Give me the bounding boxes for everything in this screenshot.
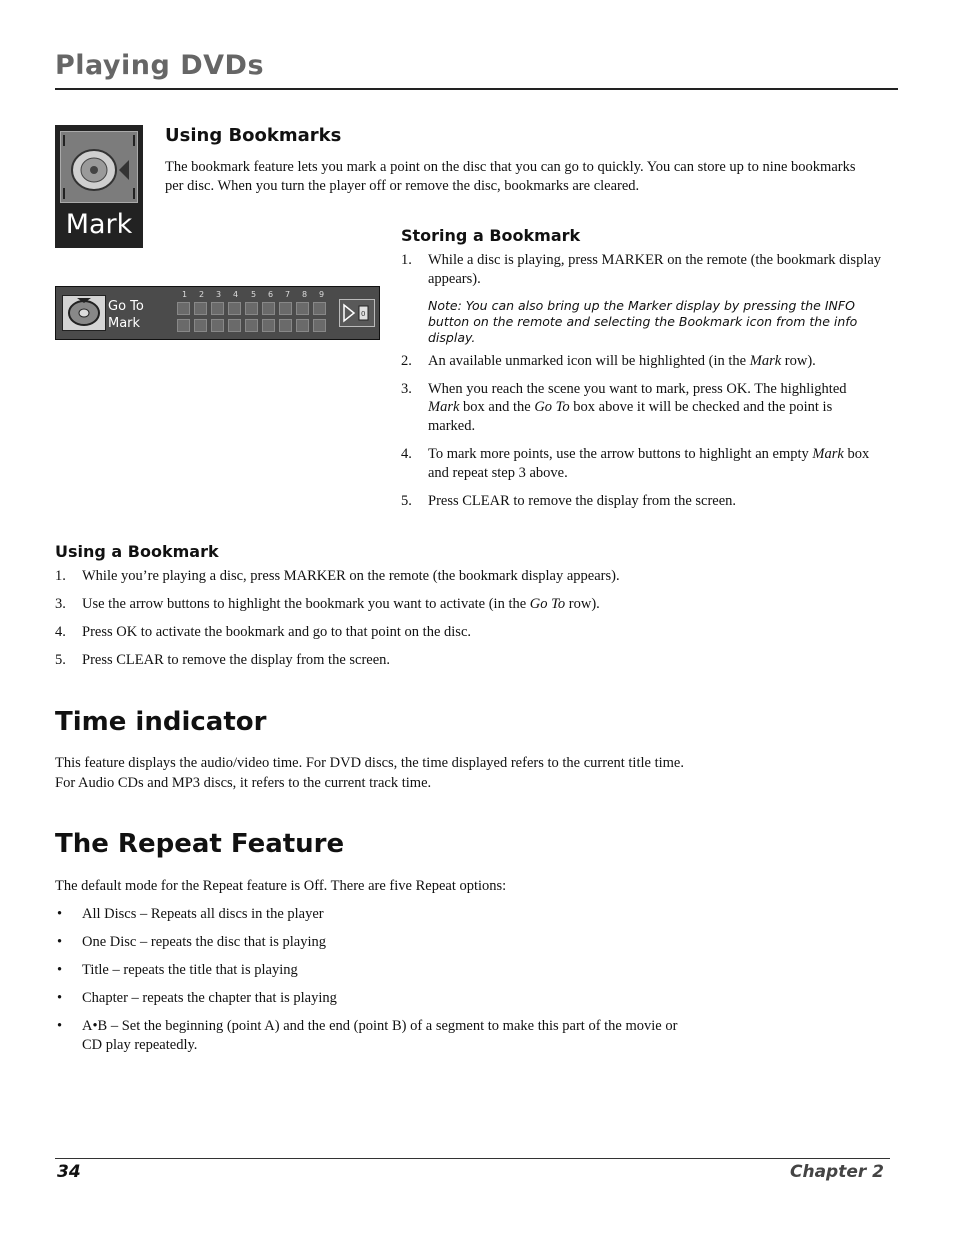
bookmark-cell [296, 302, 309, 315]
mark-icon-label: Mark [65, 209, 133, 240]
repeat-option-continued: CD play repeatedly. [82, 1037, 198, 1053]
bookmark-number: 4 [233, 290, 239, 299]
using-bookmarks-line-1: The bookmark feature lets you mark a point on the disc that you can go to quickly. You can store up to nine bookmarks [165, 159, 856, 175]
step-4-mark: Mark [812, 446, 844, 462]
storing-step-1-line-2: appears). [428, 271, 481, 287]
step-2-text: An available unmarked icon will be highlighted (in the [428, 353, 750, 369]
time-indicator-heading: Time indicator [55, 707, 267, 737]
step-4-text-end: box [843, 446, 870, 462]
bookmark-cell [262, 319, 275, 332]
using-step-text: Press OK to activate the bookmark and go to that point on the disc. [82, 624, 472, 640]
using-bookmarks-heading: Using Bookmarks [165, 125, 342, 146]
bookmark-cell [279, 302, 292, 315]
bookmark-number: 7 [285, 290, 291, 299]
bookmark-cell [228, 319, 241, 332]
bookmark-bar-image [55, 286, 380, 340]
step-3-text: box and the [459, 399, 535, 415]
goto-label: Go To [108, 299, 144, 314]
bullet: • [57, 906, 63, 922]
bullet: • [57, 962, 63, 978]
using-step-num: 4. [55, 624, 66, 640]
using-bookmarks-line-2: per disc. When you turn the player off or remove the disc, bookmarks are cleared. [165, 178, 640, 194]
header-rule [55, 88, 898, 90]
disc-icon [62, 295, 106, 331]
bar-counter: 0 [361, 310, 366, 318]
using-step-num: 3. [55, 596, 66, 612]
using-step-text: Press CLEAR to remove the display from the screen. [82, 652, 391, 668]
bookmark-cell [177, 302, 190, 315]
bullet: • [57, 1018, 63, 1034]
bullet: • [57, 990, 63, 1006]
repeat-option: Chapter – repeats the chapter that is playing [82, 990, 337, 1006]
storing-note-line-3: display. [428, 330, 476, 345]
bullet: • [57, 934, 63, 950]
storing-step-2 [428, 352, 816, 371]
goto-mark-label [108, 298, 144, 332]
using-step-text [82, 595, 600, 614]
mark-label: Mark [108, 316, 141, 331]
step-2-text-end: row). [781, 353, 816, 369]
storing-step-4-line-1 [428, 445, 869, 464]
using-a-bookmark-heading: Using a Bookmark [55, 542, 219, 561]
chapter-title: Playing DVDs [55, 50, 265, 81]
using-step-text: While you’re playing a disc, press MARKER on the remote (the bookmark display appears). [82, 568, 620, 584]
bookmark-cell [211, 302, 224, 315]
repeat-option: All Discs – Repeats all discs in the player [82, 906, 324, 922]
bookmark-number: 1 [182, 290, 188, 299]
storing-step-3-num: 3. [401, 381, 412, 397]
bookmark-cell [313, 319, 326, 332]
time-indicator-line-1: This feature displays the audio/video time. For DVD discs, the time displayed refers to the current title time. [55, 755, 684, 771]
mark-icon [55, 125, 143, 248]
page-number: 34 [57, 1162, 81, 1182]
bookmark-cell [194, 302, 207, 315]
bookmark-number: 5 [251, 290, 257, 299]
bookmark-cell [313, 302, 326, 315]
step-4-text: To mark more points, use the arrow buttons to highlight an empty [428, 446, 813, 462]
bookmark-number: 8 [302, 290, 308, 299]
bookmark-number: 3 [216, 290, 222, 299]
bookmark-number: 6 [268, 290, 274, 299]
storing-step-4-line-2: and repeat step 3 above. [428, 465, 568, 481]
bookmark-cell [296, 319, 309, 332]
disc-icon [61, 132, 137, 202]
storing-step-1-line-1: While a disc is playing, press MARKER on the remote (the bookmark display [428, 252, 882, 268]
repeat-option: Title – repeats the title that is playing [82, 962, 298, 978]
using-step-num: 5. [55, 652, 66, 668]
repeat-heading: The Repeat Feature [55, 829, 345, 859]
time-indicator-line-2: For Audio CDs and MP3 discs, it refers to the current track time. [55, 775, 432, 791]
using-step-num: 1. [55, 568, 66, 584]
bookmark-cell [245, 302, 258, 315]
storing-heading: Storing a Bookmark [401, 226, 581, 245]
storing-step-3-line-3: marked. [428, 418, 476, 434]
using-step-text-a: Use the arrow buttons to highlight the bookmark you want to activate (in the [82, 596, 530, 612]
bookmark-cell [177, 319, 190, 332]
bookmark-number: 9 [319, 290, 325, 299]
step-3-goto: Go To [534, 399, 570, 415]
storing-step-1-num: 1. [401, 252, 412, 268]
bookmark-cell [279, 319, 292, 332]
bookmark-cell [228, 302, 241, 315]
bookmark-cell [245, 319, 258, 332]
repeat-option: One Disc – repeats the disc that is playing [82, 934, 327, 950]
using-step-goto: Go To [529, 596, 566, 612]
step-3-mark: Mark [428, 399, 460, 415]
storing-note-line-2: button on the remote and selecting the Bookmark icon from the info [428, 314, 858, 329]
using-step-text-c: row). [565, 596, 600, 612]
storing-step-5-num: 5. [401, 493, 412, 509]
storing-step-5: Press CLEAR to remove the display from the screen. [428, 493, 737, 509]
storing-step-4-num: 4. [401, 446, 412, 462]
bookmark-number: 2 [199, 290, 205, 299]
storing-step-2-num: 2. [401, 353, 412, 369]
play-indicator [339, 299, 375, 327]
storing-step-3-line-2 [428, 398, 832, 417]
repeat-option: A•B – Set the beginning (point A) and the end (point B) of a segment to make this part of the movie or [82, 1018, 678, 1034]
step-2-mark: Mark [749, 353, 782, 369]
footer-rule [55, 1158, 890, 1159]
storing-note-line-1: Note: You can also bring up the Marker display by pressing the INFO [428, 298, 855, 313]
disc-frame [60, 131, 138, 203]
repeat-intro: The default mode for the Repeat feature is Off. There are five Repeat options: [55, 878, 507, 894]
bookmark-cell [262, 302, 275, 315]
storing-step-3-line-1: When you reach the scene you want to mark, press OK. The highlighted [428, 381, 847, 397]
bookmark-cell [194, 319, 207, 332]
chapter-label: Chapter 2 [789, 1162, 884, 1182]
step-3-text-end: box above it will be checked and the point is [569, 399, 833, 415]
bookmark-cell [211, 319, 224, 332]
